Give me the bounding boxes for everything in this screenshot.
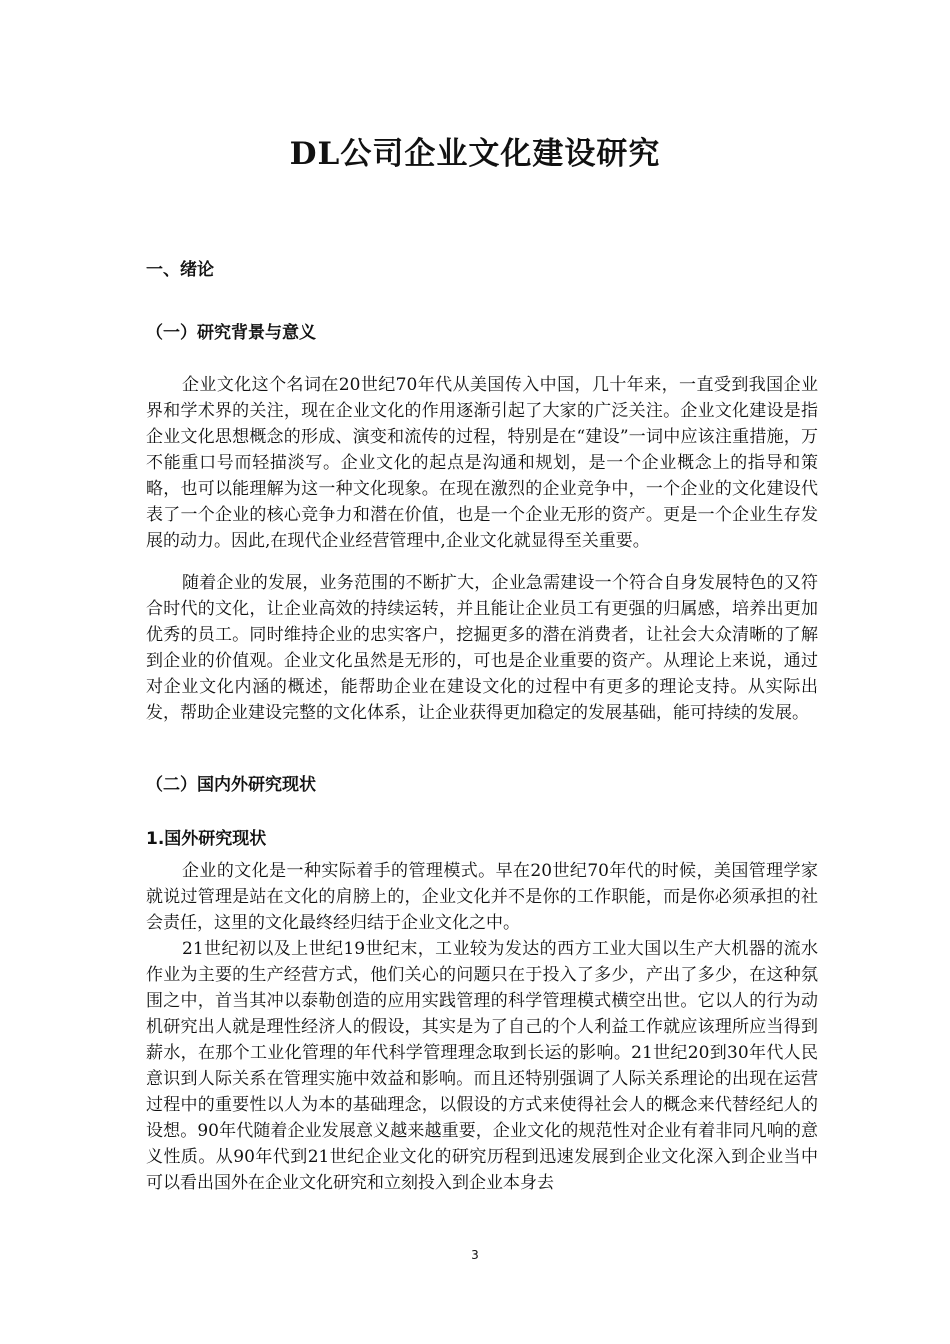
paragraph-foreign-research-1: 企业的文化是一种实际着手的管理模式。早在20世纪70年代的时候，美国管理学家就说过管理是站在文化的肩膀上的，企业文化并不是你的工作职能，而是你必须承担的社会责任，这里的文化最终经归结于企业文化之中。 <box>146 861 818 933</box>
subsection-heading-background: （一）研究背景与意义 <box>146 323 316 343</box>
paragraph-background-1: 企业文化这个名词在20世纪70年代从美国传入中国，几十年来，一直受到我国企业界和学术界的关注，现在企业文化的作用逐渐引起了大家的广泛关注。企业文化建设是指企业文化思想概念的形成、演变和流传的过程，特别是在“建设”一词中应该注重措施，万不能重口号而轻描淡写。企业文化的起点是沟通和规划，是一个企业概念上的指导和策略，也可以能理解为这一种文化现象。在现在激烈的企业竞争中，一个企业的文化建设代表了一个企业的核心竞争力和潜在价值，也是一个企业无形的资产。更是一个企业生存发展的动力。因此,在现代企业经营管理中,企业文化就显得至关重要。 <box>146 375 818 551</box>
paragraph-background-2: 随着企业的发展，业务范围的不断扩大，企业急需建设一个符合自身发展特色的又符合时代的文化，让企业高效的持续运转，并且能让企业员工有更强的归属感，培养出更加优秀的员工。同时维持企业的忠实客户，挖掘更多的潜在消费者，让社会大众清晰的了解到企业的价值观。企业文化虽然是无形的，可也是企业重要的资产。从理论上来说，通过对企业文化内涵的概述，能帮助企业在建设文化的过程中有更多的理论支持。从实际出发，帮助企业建设完整的文化体系，让企业获得更加稳定的发展基础，能可持续的发展。 <box>146 573 818 723</box>
paragraph-foreign-research-2: 21世纪初以及上世纪19世纪末，工业较为发达的西方工业大国以生产大机器的流水作业为主要的生产经营方式，他们关心的问题只在于投入了多少，产出了多少，在这种氛围之中，首当其冲以泰勒创造的应用实践管理的科学管理模式横空出世。它以人的行为动机研究出人就是理性经济人的假设，其实是为了自己的个人利益工作就应该理所应当得到薪水，在那个工业化管理的年代科学管理理念取到长运的影响。21世纪20到30年代人民意识到人际关系在管理实施中效益和影响。而且还特别强调了人际关系理论的出现在运营过程中的重要性以人为本的基础理念，以假设的方式来使得社会人的概念来代替经纪人的设想。90年代随着企业发展意义越来越重要，企业文化的规范性对企业有着非同凡响的意义性质。从90年代到21世纪企业文化的研究历程到迅速发展到企业文化深入到企业当中可以看出国外在企业文化研究和立刻投入到企业本身去 <box>146 939 818 1193</box>
subsection-heading-research-status: （二）国内外研究现状 <box>146 775 316 795</box>
page-number: 3 <box>471 1248 479 1262</box>
section-heading-introduction: 一、绪论 <box>146 260 214 280</box>
document-title: DL公司企业文化建设研究 <box>289 136 661 172</box>
subsubsection-heading-foreign-research: 1.国外研究现状 <box>146 829 267 849</box>
